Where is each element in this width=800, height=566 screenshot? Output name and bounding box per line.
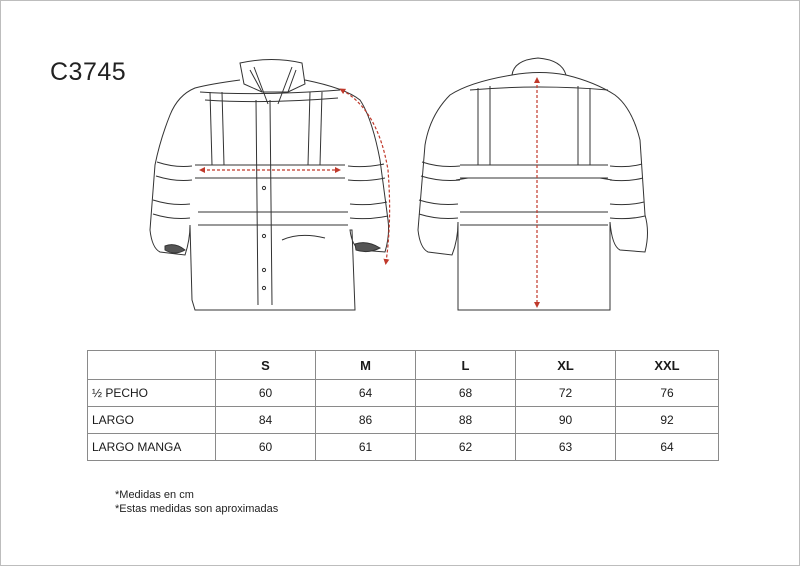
table-cell: 92 bbox=[616, 407, 719, 434]
note-approximate: *Estas medidas son aproximadas bbox=[115, 503, 279, 515]
table-cell: 86 bbox=[316, 407, 416, 434]
table-cell: 60 bbox=[216, 380, 316, 407]
table-cell: 68 bbox=[416, 380, 516, 407]
size-header-xl: XL bbox=[516, 351, 616, 380]
table-row bbox=[88, 434, 719, 461]
table-cell: 63 bbox=[516, 434, 616, 461]
table-cell: 88 bbox=[416, 407, 516, 434]
table-cell: 64 bbox=[316, 380, 416, 407]
table-cell: 76 bbox=[616, 380, 719, 407]
size-header-m: M bbox=[316, 351, 416, 380]
note-units: *Medidas en cm bbox=[115, 489, 194, 501]
row-label: LARGO MANGA bbox=[88, 434, 216, 461]
size-header-xxl: XXL bbox=[616, 351, 719, 380]
jacket-back-drawing bbox=[418, 58, 648, 310]
size-header-s: S bbox=[216, 351, 316, 380]
row-label: LARGO bbox=[88, 407, 216, 434]
header-blank-cell bbox=[88, 351, 216, 380]
size-header-l: L bbox=[416, 351, 516, 380]
size-header-row bbox=[88, 351, 719, 380]
size-table bbox=[87, 350, 719, 461]
table-cell: 62 bbox=[416, 434, 516, 461]
table-cell: 84 bbox=[216, 407, 316, 434]
table-cell: 90 bbox=[516, 407, 616, 434]
table-row bbox=[88, 407, 719, 434]
row-label: ½ PECHO bbox=[88, 380, 216, 407]
table-cell: 64 bbox=[616, 434, 719, 461]
table-cell: 60 bbox=[216, 434, 316, 461]
table-cell: 61 bbox=[316, 434, 416, 461]
product-code: C3745 bbox=[50, 58, 127, 86]
table-row bbox=[88, 380, 719, 407]
table-cell: 72 bbox=[516, 380, 616, 407]
notes bbox=[115, 488, 278, 516]
